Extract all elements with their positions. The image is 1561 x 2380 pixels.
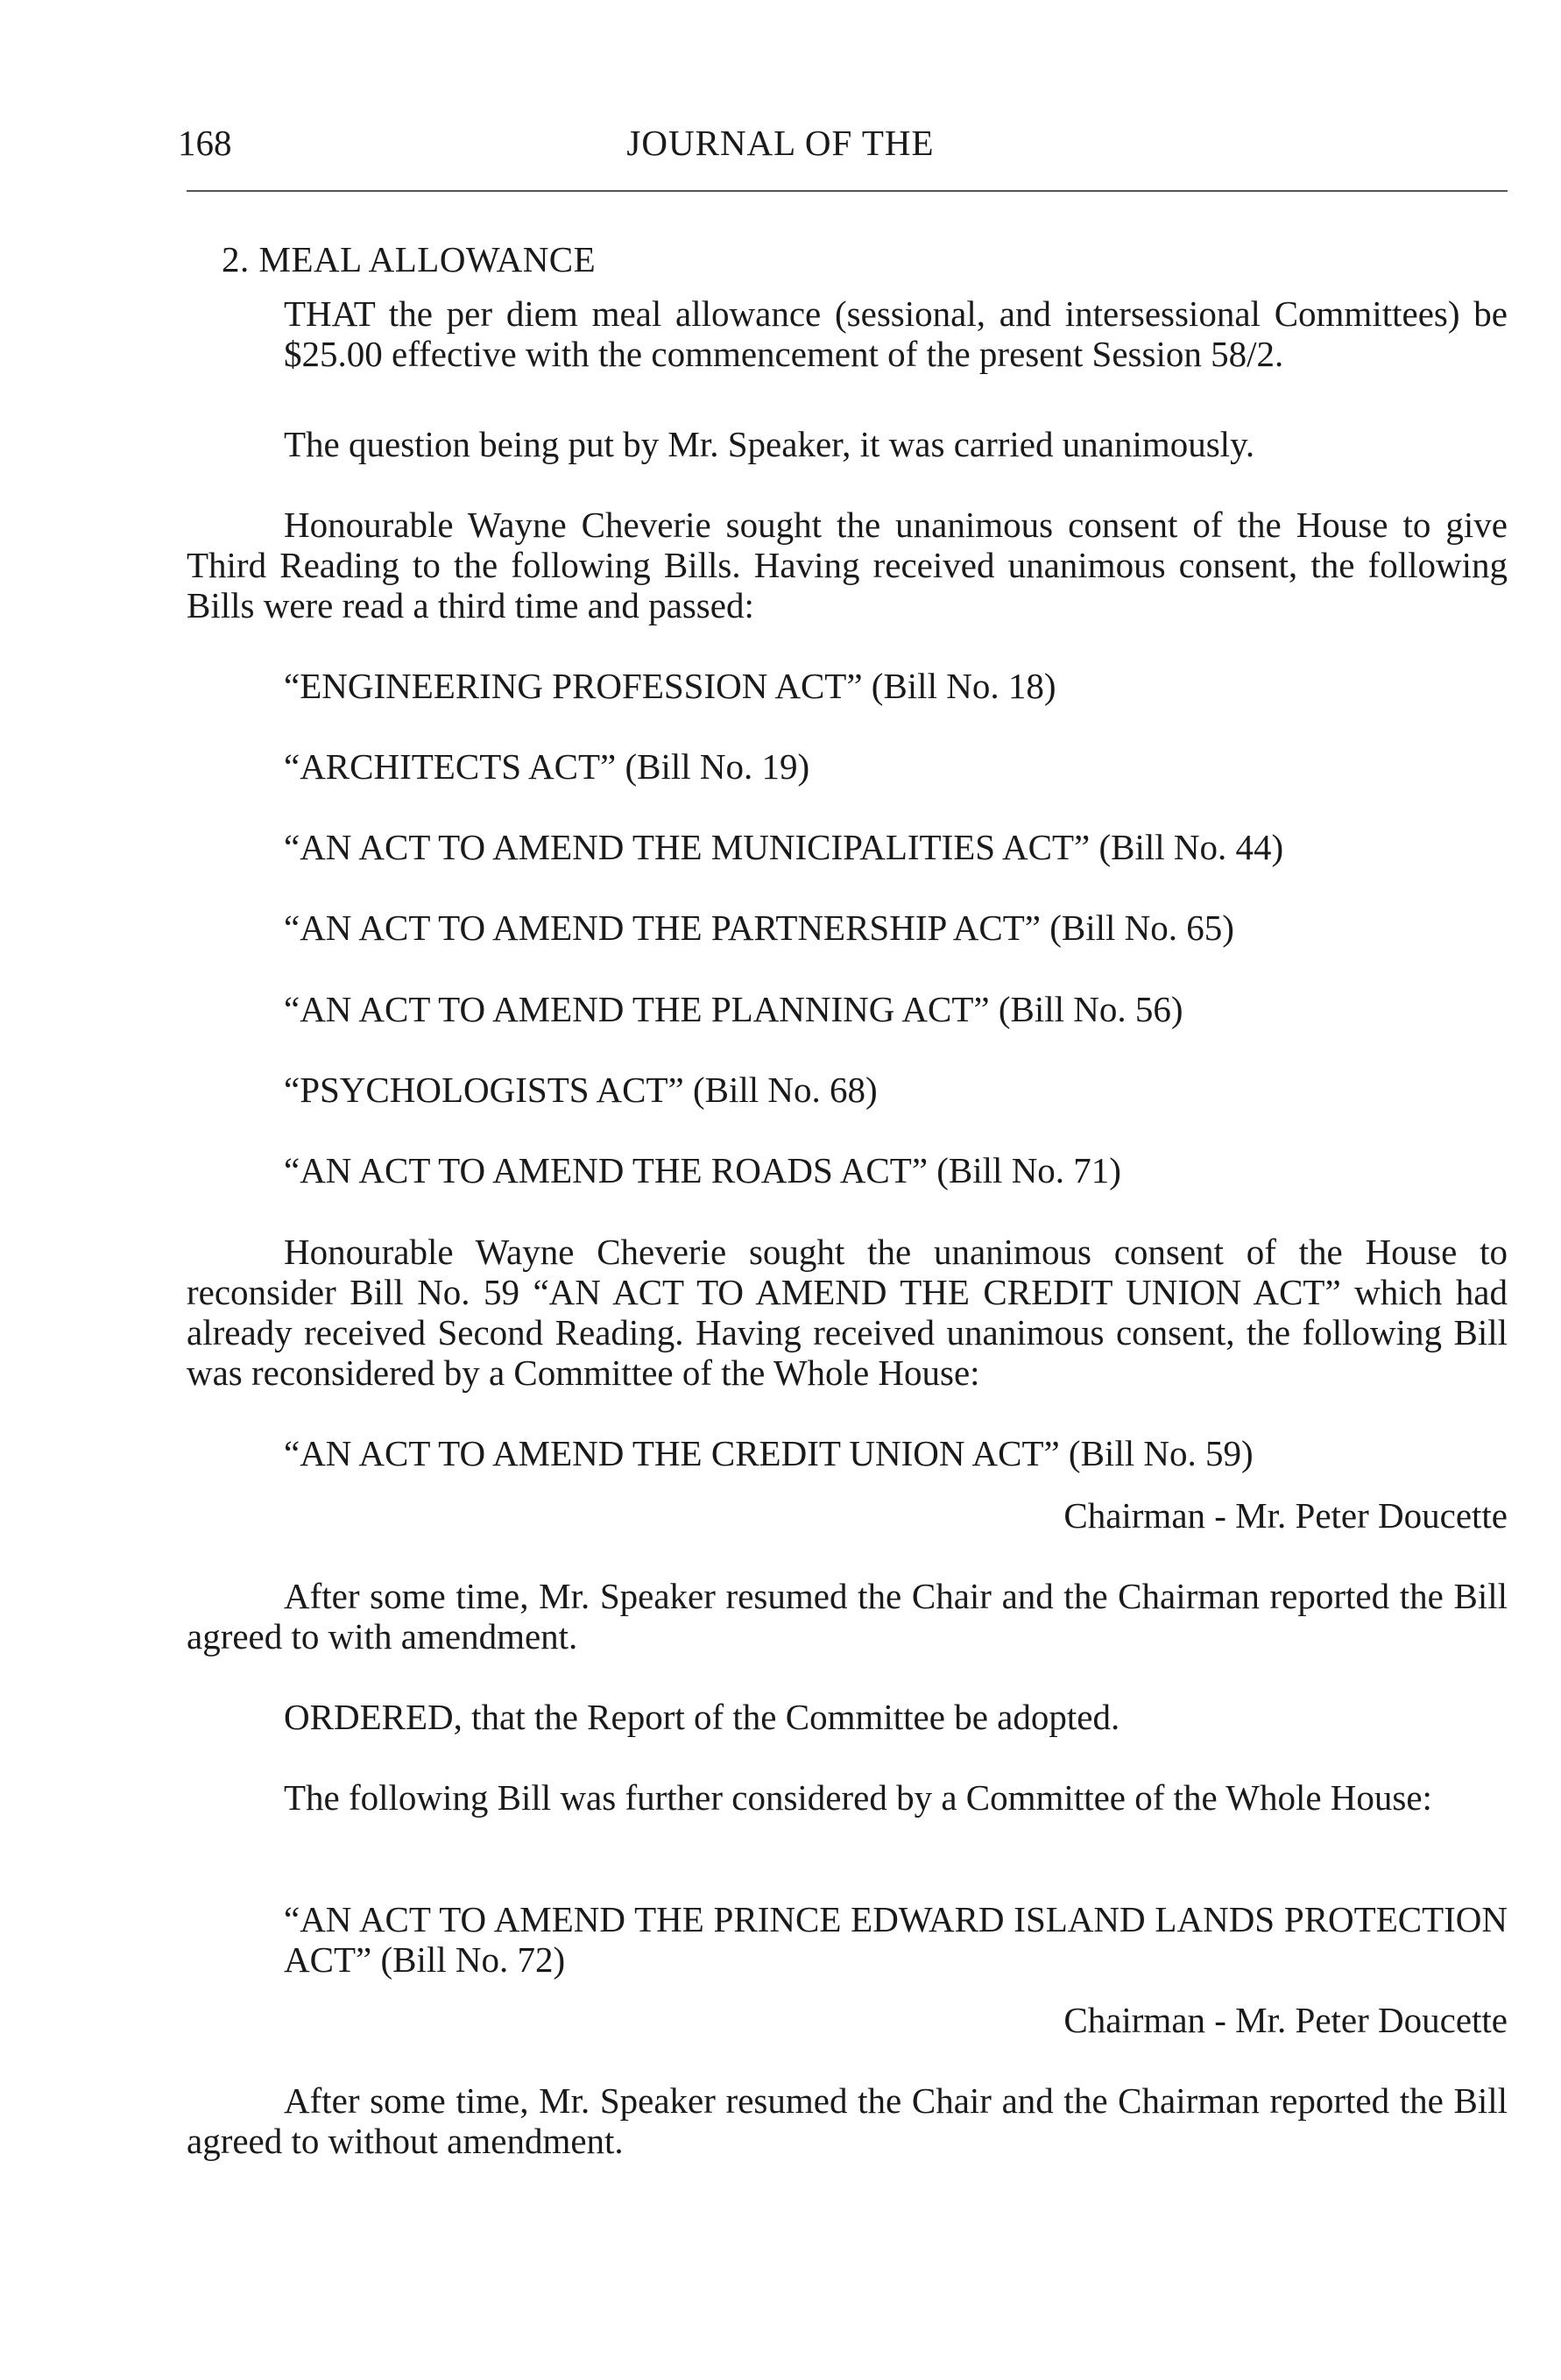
paragraph-question-carried: The question being put by Mr. Speaker, it was carried unanimously. bbox=[284, 424, 1255, 464]
bill-item: “PSYCHOLOGISTS ACT” (Bill No. 68) bbox=[284, 1070, 878, 1110]
page-number: 168 bbox=[178, 123, 232, 163]
bill-item: “AN ACT TO AMEND THE ROADS ACT” (Bill No. 71) bbox=[284, 1150, 1121, 1190]
bill-item-credit-union: “AN ACT TO AMEND THE CREDIT UNION ACT” (Bill No. 59) bbox=[284, 1433, 1254, 1473]
bill-item: “ARCHITECTS ACT” (Bill No. 19) bbox=[284, 746, 810, 787]
paragraph-further-considered: The following Bill was further considered by a Committee of the Whole House: bbox=[284, 1777, 1432, 1818]
motion-text: THAT the per diem meal allowance (sessional, and intersessional Committees) be $25.00 effective with the commencement of the present Session 58/2. bbox=[284, 293, 1508, 374]
header-rule bbox=[187, 190, 1508, 192]
paragraph-third-reading-consent: Honourable Wayne Cheverie sought the unanimous consent of the House to give Third Reading to the following Bills. Having received unanimous consent, the following Bills were read a third time and passed: bbox=[187, 505, 1508, 625]
bill-item: “AN ACT TO AMEND THE MUNICIPALITIES ACT” (Bill No. 44) bbox=[284, 827, 1284, 867]
bill-item: “AN ACT TO AMEND THE PARTNERSHIP ACT” (Bill No. 65) bbox=[284, 908, 1234, 948]
paragraph-ordered: ORDERED, that the Report of the Committee be adopted. bbox=[284, 1697, 1120, 1737]
chairman-line: Chairman - Mr. Peter Doucette bbox=[1063, 1495, 1508, 1536]
section-heading: 2. MEAL ALLOWANCE bbox=[222, 239, 597, 279]
bill-item: “ENGINEERING PROFESSION ACT” (Bill No. 18) bbox=[284, 666, 1056, 706]
bill-item-lands-protection: “AN ACT TO AMEND THE PRINCE EDWARD ISLAND LANDS PROTECTION ACT” (Bill No. 72) bbox=[284, 1899, 1508, 1980]
paragraph-reconsider-consent: Honourable Wayne Cheverie sought the unanimous consent of the House to reconsider Bill No. 59 “AN ACT TO AMEND THE CREDIT UNION ACT” which had already received Second Reading. Having received unanimous consent, the following Bill was reconsidered by a Committee of the Whole House: bbox=[187, 1232, 1508, 1393]
chairman-line: Chairman - Mr. Peter Doucette bbox=[1063, 2000, 1508, 2040]
paragraph-report-without-amendment: After some time, Mr. Speaker resumed the Chair and the Chairman reported the Bill agreed to without amendment. bbox=[187, 2080, 1508, 2161]
bill-item: “AN ACT TO AMEND THE PLANNING ACT” (Bill No. 56) bbox=[284, 989, 1183, 1029]
paragraph-report-with-amendment: After some time, Mr. Speaker resumed the Chair and the Chairman reported the Bill agreed to with amendment. bbox=[187, 1576, 1508, 1656]
running-title: JOURNAL OF THE bbox=[626, 123, 935, 163]
